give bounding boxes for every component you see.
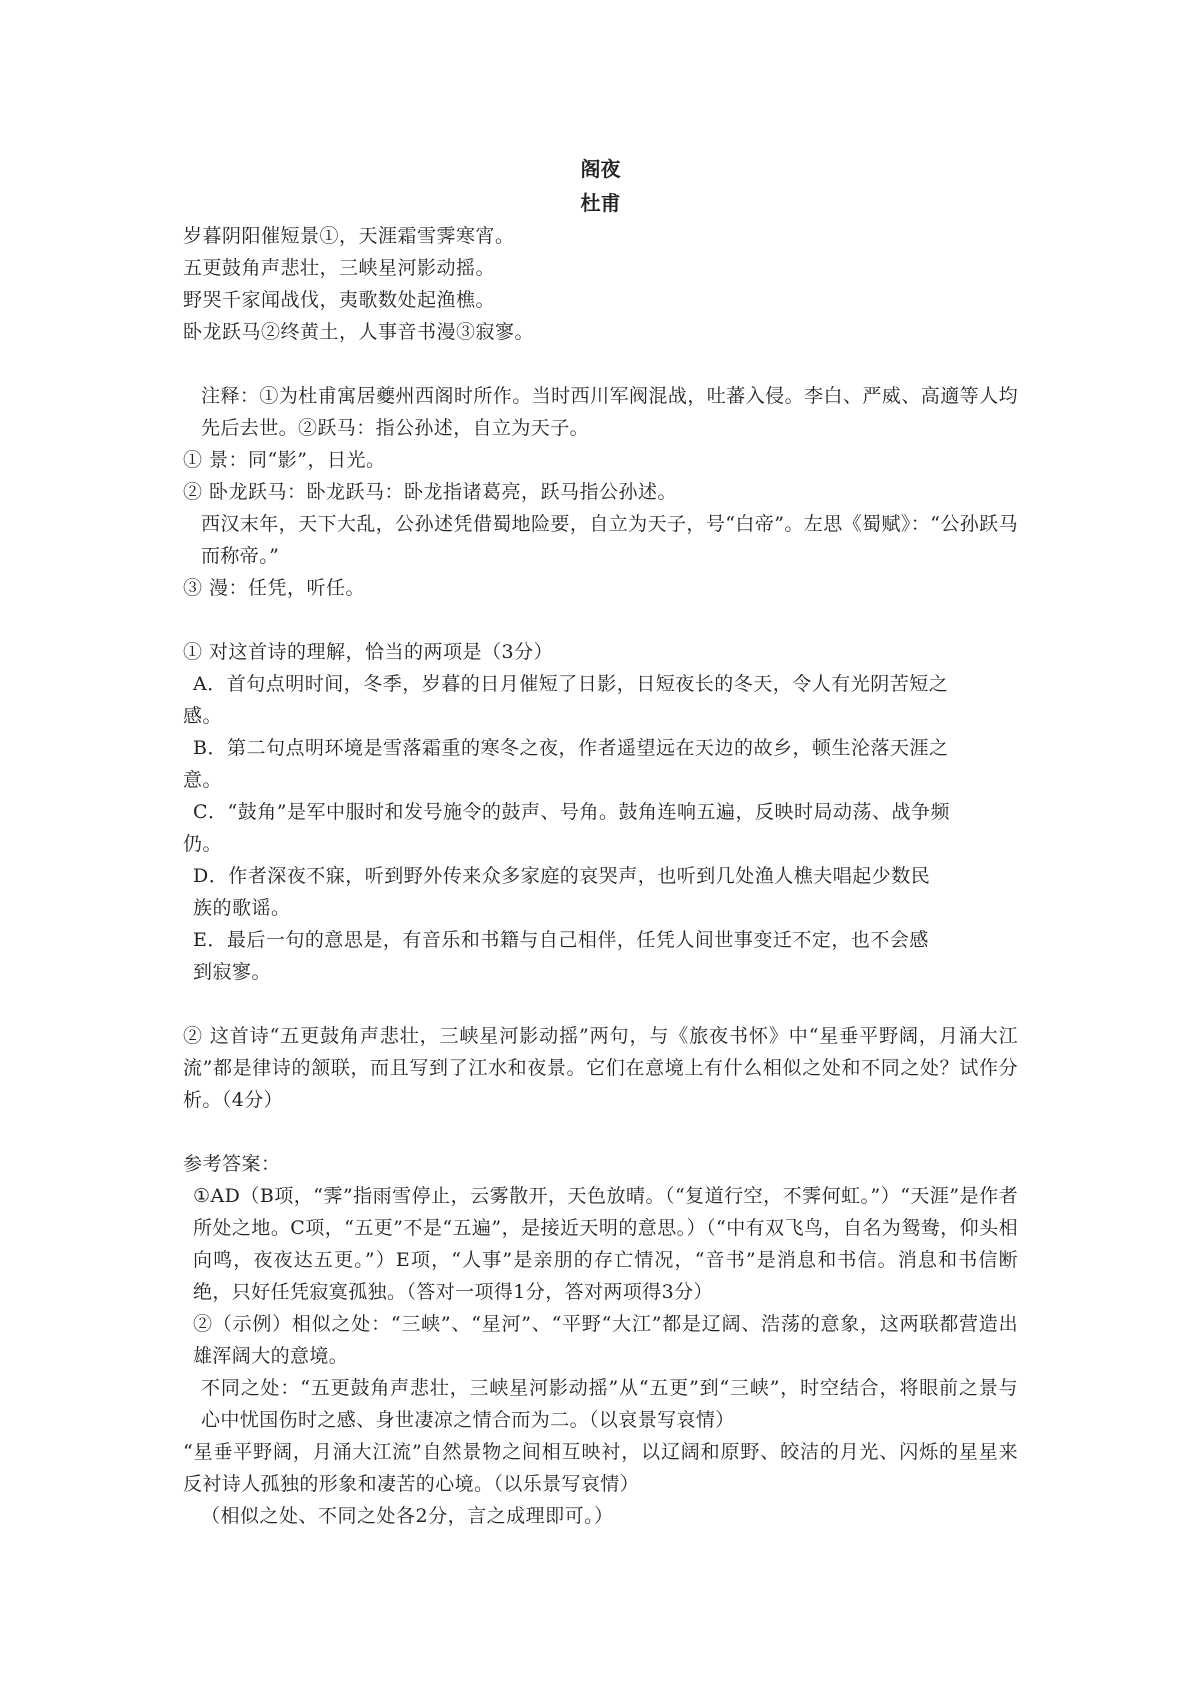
option-b: B．第二句点明环境是雪落霜重的寒冬之夜，作者遥望远在天边的故乡，顿生沦落天涯之 xyxy=(193,737,949,759)
answer-scoring: （相似之处、不同之处各2分，言之成理即可。） xyxy=(201,1505,614,1527)
answers-heading: 参考答案： xyxy=(183,1153,281,1175)
answer-2-different: 不同之处：“五更鼓角声悲壮，三峡星河影动摇”从“五更”到“三峡”，时空结合，将眼前之景与心中忧国伤时之感、身世凄凉之情合而为二。（以哀景写哀情） xyxy=(201,1377,1018,1431)
note-2-detail: 西汉末年，天下大乱，公孙述凭借蜀地险要，自立为天子，号“白帝”。左思《蜀赋》：“公孙跃马而称帝。” xyxy=(201,513,1018,567)
note-1: ① 景：同“影”，日光。 xyxy=(183,449,386,471)
option-a-cont: 感。 xyxy=(183,705,223,727)
question-2-stem: ② 这首诗“五更鼓角声悲壮，三峡星河影动摇”两句，与《旅夜书怀》中“星垂平野阔，月涌大江流”都是律诗的颔联，而且写到了江水和夜景。它们在意境上有什么相似之处和不同之处？试作分析。（4分） xyxy=(183,1025,1018,1111)
option-c-cont: 仍。 xyxy=(183,833,223,855)
spacer xyxy=(183,604,1018,636)
option-a: A．首句点明时间，冬季，岁暮的日月催短了日影，日短夜长的冬天，令人有光阴苦短之 xyxy=(193,673,949,695)
poem-author: 杜甫 xyxy=(580,191,621,215)
poem-line-1: 岁暮阴阳催短景①，天涯霜雪霁寒宵。 xyxy=(183,225,515,247)
spacer xyxy=(183,988,1018,1020)
option-b-cont: 意。 xyxy=(183,769,223,791)
spacer xyxy=(183,1116,1018,1148)
option-d-cont: 族的歌谣。 xyxy=(193,897,291,919)
note-2: ② 卧龙跃马：卧龙跃马：卧龙指诸葛亮，跃马指公孙述。 xyxy=(183,481,678,503)
option-e: E．最后一句的意思是，有音乐和书籍与自己相伴，任凭人间世事变迁不定，也不会感 xyxy=(193,929,929,951)
option-d: D．作者深夜不寐，听到野外传来众多家庭的哀哭声，也听到几处渔人樵夫唱起少数民 xyxy=(193,865,931,887)
poem-title: 阁夜 xyxy=(580,157,621,181)
notes-intro: 注释：①为杜甫寓居夔州西阁时所作。当时西川军阀混战，吐蕃入侵。李白、严威、高適等人均先后去世。②跃马：指公孙述，自立为天子。 xyxy=(201,385,1018,439)
option-c: C．“鼓角”是军中服时和发号施令的鼓声、号角。鼓角连响五遍，反映时局动荡、战争频 xyxy=(193,801,950,823)
note-3: ③ 漫：任凭，听任。 xyxy=(183,577,366,599)
poem-line-3: 野哭千家闻战伐，夷歌数处起渔樵。 xyxy=(183,289,496,311)
question-1-stem: ① 对这首诗的理解，恰当的两项是（3分） xyxy=(183,641,554,663)
option-e-cont: 到寂寥。 xyxy=(193,961,272,983)
answer-2-different-cont: “星垂平野阔，月涌大江流”自然景物之间相互映衬，以辽阔和原野、皎洁的月光、闪烁的星星来反衬诗人孤独的形象和凄苦的心境。（以乐景写哀情） xyxy=(183,1441,1018,1495)
poem-line-2: 五更鼓角声悲壮，三峡星河影动摇。 xyxy=(183,257,496,279)
answer-2-similar: ②（示例）相似之处：“三峡”、“星河”、“平野“大江”都是辽阔、浩荡的意象，这两联都营造出雄浑阔大的意境。 xyxy=(193,1313,1018,1367)
poem-line-4: 卧龙跃马②终黄土，人事音书漫③寂寥。 xyxy=(183,321,535,343)
answer-1: ①AD（B项，“霁”指雨雪停止，云雾散开，天色放晴。（“复道行空，不霁何虹。”）“天涯”是作者所处之地。C项，“五更”不是“五遍”，是接近天明的意思。）（“中有双飞鸟，自名为鸳鸯，仰头相向鸣，夜夜达五更。”）E项，“人事”是亲朋的存亡情况，“音书”是消息和书信。消息和书信断绝，只好任凭寂寞孤独。（答对一项得1分，答对两项得3分） xyxy=(193,1185,1018,1303)
document-content xyxy=(183,152,1018,1532)
spacer xyxy=(183,348,1018,380)
